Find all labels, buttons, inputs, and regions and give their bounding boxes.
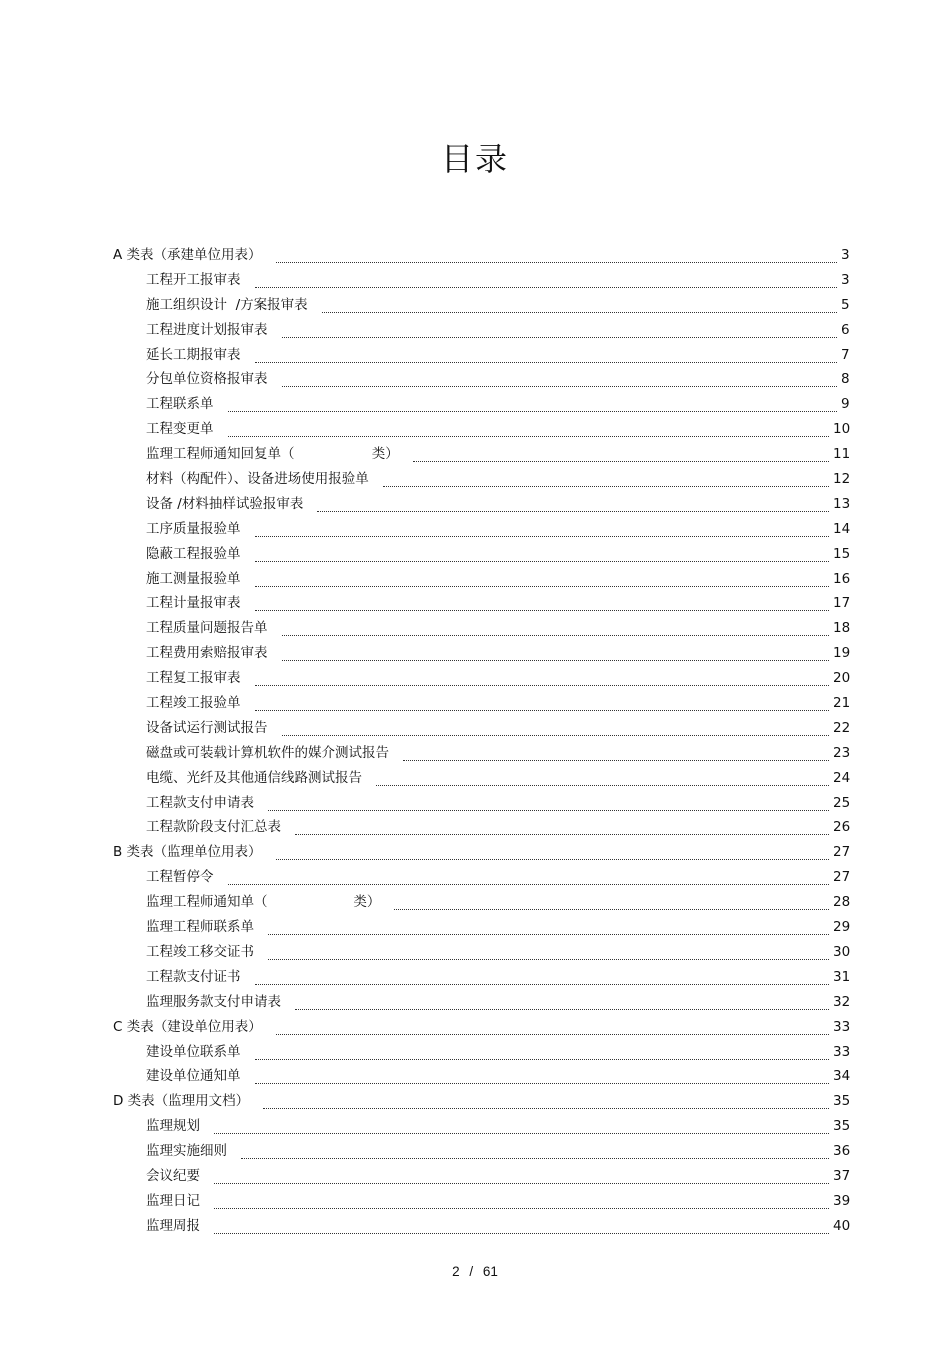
toc-entry[interactable] <box>0 766 950 791</box>
toc-entry-label: 工程联系单 <box>146 396 214 413</box>
toc-entry-page: 40 <box>833 1217 851 1234</box>
toc-entry-label: 工程开工报审表 <box>146 271 241 288</box>
toc-entry-page: 35 <box>833 1093 851 1110</box>
page-total: 61 <box>482 1264 498 1279</box>
page-separator: / <box>469 1264 474 1279</box>
toc-leader-dots <box>276 252 837 263</box>
toc-leader-dots <box>228 401 837 412</box>
toc-leader-dots <box>263 1098 829 1109</box>
toc-entry-page: 22 <box>833 719 851 736</box>
toc-entry-page: 17 <box>833 595 851 612</box>
toc-section-entry[interactable] <box>0 1015 950 1040</box>
toc-entry-label: 监理服务款支付申请表 <box>146 993 281 1010</box>
toc-leader-dots <box>282 327 837 338</box>
toc-entry[interactable] <box>0 492 950 517</box>
toc-entry-page: 33 <box>833 1043 851 1060</box>
toc-entry-label: C 类表（建设单位用表） <box>113 1018 262 1035</box>
toc-leader-dots <box>282 725 829 736</box>
toc-entry-page: 15 <box>833 545 851 562</box>
toc-leader-dots <box>255 974 829 985</box>
toc-leader-dots <box>214 1123 829 1134</box>
toc-entry-page: 27 <box>833 869 851 886</box>
toc-section-entry[interactable] <box>0 840 950 865</box>
toc-entry-label: 工程质量问题报告单 <box>146 620 268 637</box>
toc-leader-dots <box>394 899 829 910</box>
toc-entry[interactable] <box>0 940 950 965</box>
toc-entry-label: 建设单位联系单 <box>146 1043 241 1060</box>
table-of-contents <box>0 243 950 1239</box>
toc-entry-label: 监理工程师联系单 <box>146 919 254 936</box>
toc-leader-dots <box>255 576 829 587</box>
toc-leader-dots <box>282 376 837 387</box>
toc-leader-dots <box>214 1198 829 1209</box>
toc-entry-label: D 类表（监理用文档） <box>113 1093 250 1110</box>
toc-entry[interactable] <box>0 318 950 343</box>
toc-leader-dots <box>228 874 829 885</box>
toc-entry-label: 工程款支付申请表 <box>146 794 254 811</box>
toc-entry-label: 隐蔽工程报验单 <box>146 545 241 562</box>
toc-entry-page: 21 <box>833 695 851 712</box>
toc-entry[interactable] <box>0 865 950 890</box>
toc-entry[interactable] <box>0 343 950 368</box>
toc-entry[interactable] <box>0 741 950 766</box>
toc-entry[interactable] <box>0 567 950 592</box>
toc-leader-dots <box>268 800 829 811</box>
toc-leader-dots <box>255 675 829 686</box>
toc-leader-dots <box>255 277 837 288</box>
toc-entry[interactable] <box>0 417 950 442</box>
toc-entry-page: 19 <box>833 645 851 662</box>
toc-entry[interactable] <box>0 915 950 940</box>
toc-entry[interactable] <box>0 1114 950 1139</box>
toc-entry-label: 监理日记 <box>146 1192 200 1209</box>
toc-entry-page: 14 <box>833 520 851 537</box>
toc-entry-label: 磁盘或可装载计算机软件的媒介测试报告 <box>146 744 389 761</box>
toc-entry-label: 监理规划 <box>146 1118 200 1135</box>
toc-entry[interactable] <box>0 791 950 816</box>
toc-title: 目录 <box>440 140 509 178</box>
toc-entry-label: 施工测量报验单 <box>146 570 241 587</box>
toc-entry-page: 6 <box>841 321 850 338</box>
toc-entry-label: 工程款阶段支付汇总表 <box>146 819 281 836</box>
toc-leader-dots <box>255 700 829 711</box>
toc-entry-page: 20 <box>833 670 851 687</box>
toc-entry-page: 26 <box>833 819 851 836</box>
toc-entry-page: 32 <box>833 993 851 1010</box>
toc-entry-page: 31 <box>833 968 851 985</box>
toc-entry-page: 11 <box>833 446 851 463</box>
toc-entry-label: 工程竣工报验单 <box>146 695 241 712</box>
toc-entry-label: 设备 /材料抽样试验报审表 <box>146 495 304 512</box>
toc-entry-page: 25 <box>833 794 851 811</box>
toc-leader-dots <box>255 1049 829 1060</box>
toc-entry-label: A 类表（承建单位用表） <box>113 247 262 263</box>
toc-entry-label: 施工组织设计 /方案报审表 <box>146 296 308 313</box>
toc-entry-page: 5 <box>841 296 850 313</box>
toc-entry-label: 监理工程师通知单（ 类） <box>146 894 381 911</box>
toc-entry-label: 工程复工报审表 <box>146 670 241 687</box>
toc-leader-dots <box>403 750 829 761</box>
toc-entry-page: 27 <box>833 844 851 861</box>
toc-entry-page: 10 <box>833 421 851 438</box>
toc-leader-dots <box>322 302 837 313</box>
toc-entry[interactable] <box>0 442 950 467</box>
toc-entry[interactable] <box>0 268 950 293</box>
toc-leader-dots <box>255 352 837 363</box>
toc-leader-dots <box>282 625 829 636</box>
toc-entry[interactable] <box>0 616 950 641</box>
toc-entry[interactable] <box>0 815 950 840</box>
toc-entry[interactable] <box>0 293 950 318</box>
toc-entry-page: 28 <box>833 894 851 911</box>
toc-entry[interactable] <box>0 517 950 542</box>
toc-leader-dots <box>413 451 829 462</box>
toc-entry[interactable] <box>0 965 950 990</box>
toc-entry[interactable] <box>0 591 950 616</box>
toc-entry-label: 工程竣工移交证书 <box>146 943 254 960</box>
toc-entry-label: 工程进度计划报审表 <box>146 321 268 338</box>
toc-entry-label: 监理工程师通知回复单（ 类） <box>146 446 399 463</box>
toc-entry-page: 39 <box>833 1192 851 1209</box>
toc-entry[interactable] <box>0 1139 950 1164</box>
toc-entry-label: 建设单位通知单 <box>146 1068 241 1085</box>
toc-leader-dots <box>228 426 829 437</box>
toc-leader-dots <box>383 476 829 487</box>
toc-entry-page: 18 <box>833 620 851 637</box>
toc-leader-dots <box>376 775 829 786</box>
toc-entry-page: 30 <box>833 943 851 960</box>
toc-entry-page: 12 <box>833 471 851 488</box>
toc-entry-page: 3 <box>841 271 850 288</box>
toc-entry-label: 工程费用索赔报审表 <box>146 645 268 662</box>
toc-entry-label: B 类表（监理单位用表） <box>113 844 262 861</box>
toc-leader-dots <box>317 501 829 512</box>
toc-entry[interactable] <box>0 392 950 417</box>
toc-leader-dots <box>282 650 829 661</box>
toc-leader-dots <box>276 1024 829 1035</box>
toc-entry[interactable] <box>0 641 950 666</box>
toc-leader-dots <box>268 949 829 960</box>
toc-section-entry[interactable] <box>0 1089 950 1114</box>
toc-entry[interactable] <box>0 691 950 716</box>
toc-entry-page: 24 <box>833 769 851 786</box>
toc-leader-dots <box>255 600 829 611</box>
toc-leader-dots <box>276 849 829 860</box>
toc-entry-page: 33 <box>833 1018 851 1035</box>
toc-entry[interactable] <box>0 716 950 741</box>
toc-entry-page: 9 <box>841 396 850 413</box>
toc-entry-label: 会议纪要 <box>146 1167 200 1184</box>
toc-leader-dots <box>255 551 829 562</box>
toc-entry-page: 16 <box>833 570 851 587</box>
toc-entry[interactable] <box>0 990 950 1015</box>
toc-entry-label: 监理实施细则 <box>146 1143 227 1160</box>
page-number <box>0 1264 950 1279</box>
toc-entry-label: 延长工期报审表 <box>146 346 241 363</box>
toc-entry[interactable] <box>0 1064 950 1089</box>
toc-entry-label: 工程计量报审表 <box>146 595 241 612</box>
toc-leader-dots <box>295 999 829 1010</box>
toc-entry[interactable] <box>0 1214 950 1239</box>
toc-entry-page: 29 <box>833 919 851 936</box>
toc-entry-page: 34 <box>833 1068 851 1085</box>
toc-entry[interactable] <box>0 1164 950 1189</box>
toc-entry-label: 工程款支付证书 <box>146 968 241 985</box>
toc-entry[interactable] <box>0 666 950 691</box>
toc-entry[interactable] <box>0 467 950 492</box>
toc-entry-label: 工程变更单 <box>146 421 214 438</box>
toc-entry-page: 36 <box>833 1143 851 1160</box>
toc-entry-page: 37 <box>833 1167 851 1184</box>
toc-leader-dots <box>214 1173 829 1184</box>
toc-leader-dots <box>214 1223 829 1234</box>
toc-entry[interactable] <box>0 367 950 392</box>
toc-entry[interactable] <box>0 1040 950 1065</box>
toc-entry-label: 分包单位资格报审表 <box>146 371 268 388</box>
toc-leader-dots <box>268 924 829 935</box>
toc-entry[interactable] <box>0 542 950 567</box>
page-current: 2 <box>452 1264 460 1279</box>
toc-leader-dots <box>255 526 829 537</box>
toc-entry-page: 23 <box>833 744 851 761</box>
toc-entry-label: 电缆、光纤及其他通信线路测试报告 <box>146 769 362 786</box>
toc-entry[interactable] <box>0 1189 950 1214</box>
toc-entry-label: 工程暂停令 <box>146 869 214 886</box>
toc-leader-dots <box>241 1148 829 1159</box>
toc-entry-page: 7 <box>841 346 850 363</box>
toc-entry-page: 13 <box>833 495 851 512</box>
toc-section-entry[interactable] <box>0 243 950 268</box>
toc-leader-dots <box>295 824 829 835</box>
toc-entry[interactable] <box>0 890 950 915</box>
toc-entry-label: 设备试运行测试报告 <box>146 719 268 736</box>
toc-entry-label: 材料（构配件）、设备进场使用报验单 <box>146 471 369 488</box>
toc-entry-page: 8 <box>841 371 850 388</box>
toc-entry-page: 35 <box>833 1118 851 1135</box>
toc-entry-page: 3 <box>841 247 850 263</box>
toc-entry-label: 监理周报 <box>146 1217 200 1234</box>
toc-leader-dots <box>255 1073 829 1084</box>
toc-entry-label: 工序质量报验单 <box>146 520 241 537</box>
